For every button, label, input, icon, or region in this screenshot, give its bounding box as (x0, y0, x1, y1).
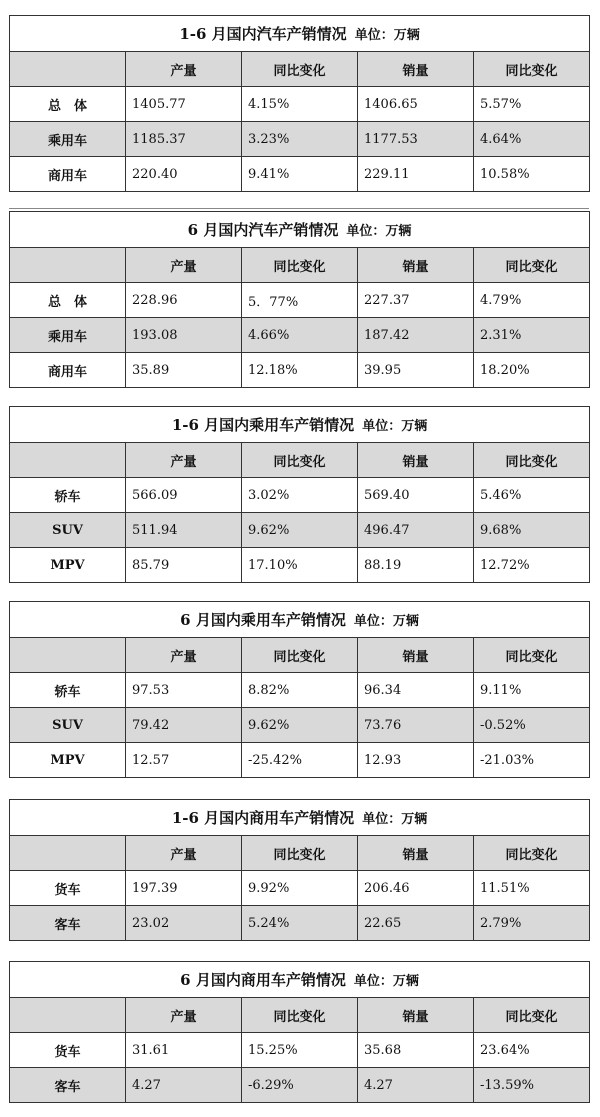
row-label: 轿车 (10, 478, 126, 513)
table-row (10, 743, 590, 778)
table-cell: 4.15% (242, 87, 358, 122)
table-unit: 单位：万辆 (362, 812, 428, 827)
table-row (10, 283, 590, 318)
row-label: SUV (10, 513, 126, 548)
table-cell: 9.62% (242, 708, 358, 743)
row-label: 乘用车 (10, 122, 126, 157)
row-label: 乘用车 (10, 318, 126, 353)
table-cell: 4.64% (474, 122, 590, 157)
divider (9, 208, 589, 209)
table-cell: 9.62% (242, 513, 358, 548)
table-title: 6 月国内汽车产销情况 (187, 221, 339, 239)
table-cell: 1177.53 (358, 122, 474, 157)
header-cell: 同比变化 (242, 998, 358, 1033)
table-row (10, 513, 590, 548)
table-cell: 4.27 (358, 1068, 474, 1103)
table-cell: 1185.37 (126, 122, 242, 157)
table-row (10, 1033, 590, 1068)
header-cell (10, 836, 126, 871)
table-cell: -13.59% (474, 1068, 590, 1103)
row-label: 商用车 (10, 353, 126, 388)
table-cell: 5.57% (474, 87, 590, 122)
table-cell: 12.72% (474, 548, 590, 583)
table-cell: 23.64% (474, 1033, 590, 1068)
table-cell: 511.94 (126, 513, 242, 548)
row-label: 客车 (10, 1068, 126, 1103)
table-title: 6 月国内商用车产销情况 (180, 971, 346, 989)
header-cell: 同比变化 (242, 52, 358, 87)
header-cell: 同比变化 (242, 443, 358, 478)
table-row (10, 906, 590, 941)
table-header-row (10, 638, 590, 673)
table-title: 1-6 月国内汽车产销情况 (179, 25, 347, 43)
header-cell: 销量 (358, 248, 474, 283)
header-cell: 销量 (358, 638, 474, 673)
table-cell: 11.51% (474, 871, 590, 906)
header-cell: 产量 (126, 248, 242, 283)
table-cell: 2.31% (474, 318, 590, 353)
table-1-6-month-commercial (9, 799, 590, 941)
table-header-row (10, 836, 590, 871)
table-cell: 8.82% (242, 673, 358, 708)
table-row (10, 548, 590, 583)
table-cell: 227.37 (358, 283, 474, 318)
table-cell: 228.96 (126, 283, 242, 318)
table-cell: 9.41% (242, 157, 358, 192)
row-label: 轿车 (10, 673, 126, 708)
table-row (10, 871, 590, 906)
table-cell: 97.53 (126, 673, 242, 708)
table-header-row (10, 52, 590, 87)
table-row (10, 87, 590, 122)
table-cell: 206.46 (358, 871, 474, 906)
table-title: 1-6 月国内乘用车产销情况 (171, 416, 355, 434)
header-cell: 产量 (126, 836, 242, 871)
table-header-row (10, 248, 590, 283)
header-cell: 产量 (126, 638, 242, 673)
table-cell: 22.65 (358, 906, 474, 941)
row-label: 客车 (10, 906, 126, 941)
header-cell: 同比变化 (474, 836, 590, 871)
table-cell: 10.58% (474, 157, 590, 192)
row-label: SUV (10, 708, 126, 743)
table-cell: 39.95 (358, 353, 474, 388)
header-cell: 销量 (358, 998, 474, 1033)
table-unit: 单位：万辆 (362, 419, 428, 434)
table-cell: 9.11% (474, 673, 590, 708)
table-unit: 单位：万辆 (353, 614, 419, 629)
table-header-row (10, 443, 590, 478)
table-cell: 12.57 (126, 743, 242, 778)
table-6-month-vehicle (9, 211, 590, 388)
table-cell: 23.02 (126, 906, 242, 941)
table-1-6-month-passenger (9, 406, 590, 583)
header-cell: 销量 (358, 836, 474, 871)
table-row (10, 318, 590, 353)
table-title-row (10, 800, 590, 836)
table-cell: 220.40 (126, 157, 242, 192)
row-label: 货车 (10, 871, 126, 906)
table-6-month-passenger (9, 601, 590, 778)
table-cell: 229.11 (358, 157, 474, 192)
header-cell: 同比变化 (474, 443, 590, 478)
table-row (10, 157, 590, 192)
table-cell: 1405.77 (126, 87, 242, 122)
header-cell: 产量 (126, 998, 242, 1033)
table-cell: 3.23% (242, 122, 358, 157)
table-header-row (10, 998, 590, 1033)
table-title-row (10, 602, 590, 638)
table-cell: 566.09 (126, 478, 242, 513)
header-cell: 产量 (126, 443, 242, 478)
table-cell: -21.03% (474, 743, 590, 778)
table-cell: 12.93 (358, 743, 474, 778)
table-cell: 96.34 (358, 673, 474, 708)
header-cell (10, 638, 126, 673)
table-unit: 单位：万辆 (346, 224, 412, 239)
table-cell: 5．77% (242, 283, 358, 318)
table-cell: 9.92% (242, 871, 358, 906)
table-6-month-commercial (9, 961, 590, 1103)
table-row (10, 122, 590, 157)
table-cell: 496.47 (358, 513, 474, 548)
table-cell: 4.79% (474, 283, 590, 318)
table-cell: 12.18% (242, 353, 358, 388)
table-cell: 4.27 (126, 1068, 242, 1103)
header-cell: 同比变化 (474, 638, 590, 673)
table-title: 1-6 月国内商用车产销情况 (171, 809, 355, 827)
table-cell: 187.42 (358, 318, 474, 353)
header-cell: 同比变化 (474, 248, 590, 283)
table-cell: 17.10% (242, 548, 358, 583)
table-row (10, 478, 590, 513)
table-cell: 88.19 (358, 548, 474, 583)
table-cell: 5.24% (242, 906, 358, 941)
table-row (10, 708, 590, 743)
table-cell: 79.42 (126, 708, 242, 743)
row-label: MPV (10, 743, 126, 778)
header-cell: 同比变化 (474, 52, 590, 87)
table-cell: 15.25% (242, 1033, 358, 1068)
table-title-row (10, 16, 590, 52)
table-row (10, 353, 590, 388)
table-cell: -0.52% (474, 708, 590, 743)
table-cell: -25.42% (242, 743, 358, 778)
table-unit: 单位：万辆 (354, 28, 420, 43)
row-label: 总 体 (10, 283, 126, 318)
header-cell: 同比变化 (242, 836, 358, 871)
header-cell (10, 443, 126, 478)
table-cell: 35.68 (358, 1033, 474, 1068)
table-cell: 73.76 (358, 708, 474, 743)
table-cell: 3.02% (242, 478, 358, 513)
header-cell: 销量 (358, 52, 474, 87)
row-label: 商用车 (10, 157, 126, 192)
table-row (10, 673, 590, 708)
header-cell: 产量 (126, 52, 242, 87)
header-cell: 同比变化 (242, 638, 358, 673)
table-title-row (10, 212, 590, 248)
table-cell: 35.89 (126, 353, 242, 388)
row-label: MPV (10, 548, 126, 583)
table-title-row (10, 962, 590, 998)
header-cell: 同比变化 (474, 998, 590, 1033)
table-unit: 单位：万辆 (353, 974, 419, 989)
table-cell: 5.46% (474, 478, 590, 513)
table-cell: 9.68% (474, 513, 590, 548)
table-cell: 18.20% (474, 353, 590, 388)
table-1-6-month-vehicle (9, 15, 590, 192)
table-cell: 193.08 (126, 318, 242, 353)
header-cell: 同比变化 (242, 248, 358, 283)
table-row (10, 1068, 590, 1103)
row-label: 总 体 (10, 87, 126, 122)
header-cell (10, 998, 126, 1033)
table-cell: 569.40 (358, 478, 474, 513)
table-title-row (10, 407, 590, 443)
table-cell: 2.79% (474, 906, 590, 941)
table-cell: 4.66% (242, 318, 358, 353)
table-cell: 1406.65 (358, 87, 474, 122)
table-cell: -6.29% (242, 1068, 358, 1103)
header-cell: 销量 (358, 443, 474, 478)
header-cell (10, 248, 126, 283)
header-cell (10, 52, 126, 87)
table-cell: 85.79 (126, 548, 242, 583)
table-title: 6 月国内乘用车产销情况 (180, 611, 346, 629)
table-cell: 31.61 (126, 1033, 242, 1068)
table-cell: 197.39 (126, 871, 242, 906)
row-label: 货车 (10, 1033, 126, 1068)
